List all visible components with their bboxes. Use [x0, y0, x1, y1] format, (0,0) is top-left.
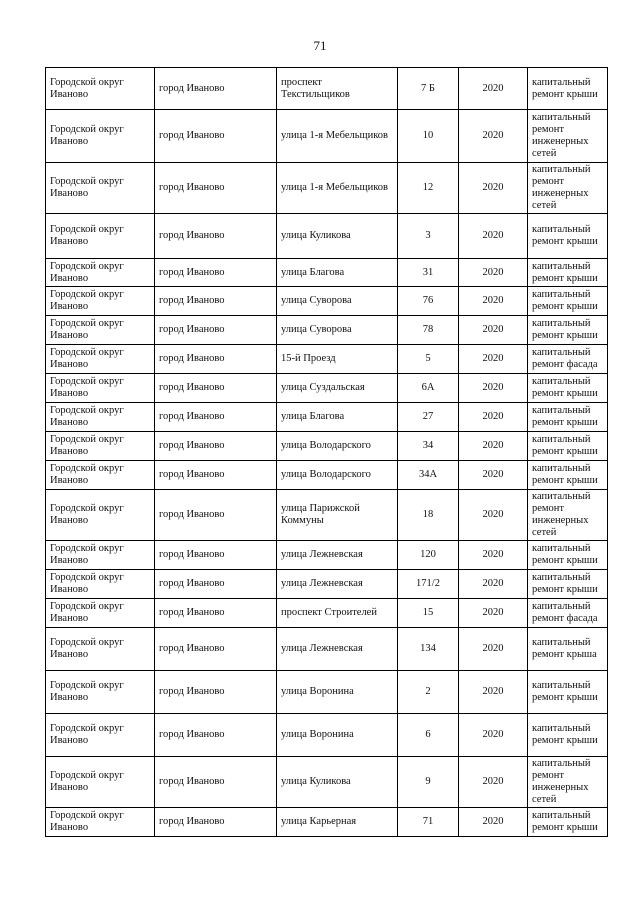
cell-city: город Иваново [155, 110, 277, 163]
cell-district: Городской округ Иваново [46, 403, 155, 432]
cell-city: город Иваново [155, 490, 277, 541]
cell-city: город Иваново [155, 541, 277, 570]
cell-house: 18 [398, 490, 459, 541]
cell-year: 2020 [459, 110, 528, 163]
table-row [46, 287, 608, 316]
cell-work: капитальный ремонт крыши [528, 714, 608, 757]
cell-work: капитальный ремонт крыши [528, 808, 608, 837]
cell-house: 5 [398, 345, 459, 374]
cell-year: 2020 [459, 432, 528, 461]
cell-year: 2020 [459, 345, 528, 374]
cell-house: 34 [398, 432, 459, 461]
cell-street: улица Благова [277, 259, 398, 287]
cell-street: улица Лежневская [277, 570, 398, 599]
cell-work: капитальный ремонт крыши [528, 214, 608, 259]
cell-street: улица Володарского [277, 432, 398, 461]
cell-year: 2020 [459, 287, 528, 316]
cell-district: Городской округ Иваново [46, 345, 155, 374]
cell-year: 2020 [459, 374, 528, 403]
table-row [46, 259, 608, 287]
table-row [46, 808, 608, 837]
cell-house: 15 [398, 599, 459, 628]
cell-house: 3 [398, 214, 459, 259]
cell-street: улица Володарского [277, 461, 398, 490]
cell-work: капитальный ремонт крыши [528, 570, 608, 599]
cell-year: 2020 [459, 214, 528, 259]
cell-year: 2020 [459, 714, 528, 757]
cell-year: 2020 [459, 757, 528, 808]
table-row [46, 403, 608, 432]
cell-year: 2020 [459, 68, 528, 110]
cell-street: улица Лежневская [277, 628, 398, 671]
cell-year: 2020 [459, 403, 528, 432]
cell-work: капитальный ремонт инженерных сетей [528, 163, 608, 214]
cell-district: Городской округ Иваново [46, 671, 155, 714]
cell-work: капитальный ремонт фасада [528, 599, 608, 628]
table-row [46, 671, 608, 714]
cell-street: улица Суворова [277, 316, 398, 345]
table-row [46, 490, 608, 541]
cell-house: 34А [398, 461, 459, 490]
cell-year: 2020 [459, 259, 528, 287]
cell-year: 2020 [459, 163, 528, 214]
cell-house: 6 [398, 714, 459, 757]
cell-district: Городской округ Иваново [46, 259, 155, 287]
cell-house: 78 [398, 316, 459, 345]
cell-year: 2020 [459, 316, 528, 345]
cell-street: улица 1-я Мебельщиков [277, 163, 398, 214]
cell-city: город Иваново [155, 432, 277, 461]
cell-work: капитальный ремонт фасада [528, 345, 608, 374]
cell-work: капитальный ремонт крыши [528, 671, 608, 714]
cell-year: 2020 [459, 570, 528, 599]
cell-street: улица Карьерная [277, 808, 398, 837]
cell-work: капитальный ремонт крыши [528, 287, 608, 316]
cell-house: 31 [398, 259, 459, 287]
cell-district: Городской округ Иваново [46, 599, 155, 628]
cell-house: 120 [398, 541, 459, 570]
cell-house: 6А [398, 374, 459, 403]
cell-district: Городской округ Иваново [46, 808, 155, 837]
cell-work: капитальный ремонт крыши [528, 68, 608, 110]
cell-work: капитальный ремонт крыши [528, 432, 608, 461]
cell-city: город Иваново [155, 628, 277, 671]
cell-city: город Иваново [155, 599, 277, 628]
table-row [46, 68, 608, 110]
table-row [46, 599, 608, 628]
cell-city: город Иваново [155, 163, 277, 214]
cell-city: город Иваново [155, 671, 277, 714]
cell-street: улица Лежневская [277, 541, 398, 570]
table-row [46, 757, 608, 808]
table-row [46, 110, 608, 163]
cell-street: улица Парижской Коммуны [277, 490, 398, 541]
cell-house: 71 [398, 808, 459, 837]
cell-district: Городской округ Иваново [46, 374, 155, 403]
cell-district: Городской округ Иваново [46, 714, 155, 757]
cell-city: город Иваново [155, 316, 277, 345]
cell-city: город Иваново [155, 214, 277, 259]
cell-district: Городской округ Иваново [46, 461, 155, 490]
cell-city: город Иваново [155, 570, 277, 599]
cell-city: город Иваново [155, 714, 277, 757]
cell-year: 2020 [459, 541, 528, 570]
cell-work: капитальный ремонт крыши [528, 403, 608, 432]
table-row [46, 714, 608, 757]
cell-house: 171/2 [398, 570, 459, 599]
cell-street: улица Куликова [277, 214, 398, 259]
cell-district: Городской округ Иваново [46, 628, 155, 671]
cell-city: город Иваново [155, 68, 277, 110]
cell-house: 7 Б [398, 68, 459, 110]
cell-city: город Иваново [155, 757, 277, 808]
cell-house: 12 [398, 163, 459, 214]
cell-district: Городской округ Иваново [46, 287, 155, 316]
cell-work: капитальный ремонт крыши [528, 259, 608, 287]
cell-street: 15-й Проезд [277, 345, 398, 374]
cell-district: Городской округ Иваново [46, 110, 155, 163]
cell-district: Городской округ Иваново [46, 163, 155, 214]
cell-district: Городской округ Иваново [46, 214, 155, 259]
cell-city: город Иваново [155, 259, 277, 287]
cell-street: улица Воронина [277, 671, 398, 714]
cell-district: Городской округ Иваново [46, 316, 155, 345]
cell-city: город Иваново [155, 287, 277, 316]
cell-work: капитальный ремонт крыши [528, 461, 608, 490]
table-row [46, 163, 608, 214]
table-row [46, 432, 608, 461]
cell-house: 10 [398, 110, 459, 163]
cell-work: капитальный ремонт инженерных сетей [528, 757, 608, 808]
cell-street: улица Суздальская [277, 374, 398, 403]
table-row [46, 345, 608, 374]
cell-street: улица Суворова [277, 287, 398, 316]
table-row [46, 461, 608, 490]
cell-district: Городской округ Иваново [46, 68, 155, 110]
cell-street: проспект Текстильщиков [277, 68, 398, 110]
table-row [46, 541, 608, 570]
cell-street: проспект Строителей [277, 599, 398, 628]
cell-house: 76 [398, 287, 459, 316]
cell-street: улица Воронина [277, 714, 398, 757]
table-row [46, 214, 608, 259]
cell-street: улица Благова [277, 403, 398, 432]
registry-table [45, 67, 608, 837]
cell-work: капитальный ремонт инженерных сетей [528, 490, 608, 541]
cell-year: 2020 [459, 808, 528, 837]
cell-street: улица Куликова [277, 757, 398, 808]
cell-year: 2020 [459, 671, 528, 714]
cell-district: Городской округ Иваново [46, 490, 155, 541]
cell-work: капитальный ремонт крыши [528, 316, 608, 345]
cell-city: город Иваново [155, 808, 277, 837]
cell-city: город Иваново [155, 461, 277, 490]
cell-district: Городской округ Иваново [46, 432, 155, 461]
cell-house: 134 [398, 628, 459, 671]
page-number: 71 [313, 38, 327, 53]
cell-year: 2020 [459, 599, 528, 628]
cell-house: 9 [398, 757, 459, 808]
cell-district: Городской округ Иваново [46, 570, 155, 599]
cell-year: 2020 [459, 628, 528, 671]
cell-house: 2 [398, 671, 459, 714]
cell-house: 27 [398, 403, 459, 432]
cell-year: 2020 [459, 461, 528, 490]
table-row [46, 374, 608, 403]
cell-work: капитальный ремонт крыши [528, 541, 608, 570]
cell-work: капитальный ремонт инженерных сетей [528, 110, 608, 163]
cell-city: город Иваново [155, 374, 277, 403]
table-row [46, 316, 608, 345]
table-row [46, 570, 608, 599]
cell-city: город Иваново [155, 345, 277, 374]
cell-district: Городской округ Иваново [46, 757, 155, 808]
cell-work: капитальный ремонт крыша [528, 628, 608, 671]
table-body [46, 68, 608, 837]
cell-year: 2020 [459, 490, 528, 541]
cell-city: город Иваново [155, 403, 277, 432]
cell-work: капитальный ремонт крыши [528, 374, 608, 403]
cell-district: Городской округ Иваново [46, 541, 155, 570]
table-row [46, 628, 608, 671]
cell-street: улица 1-я Мебельщиков [277, 110, 398, 163]
